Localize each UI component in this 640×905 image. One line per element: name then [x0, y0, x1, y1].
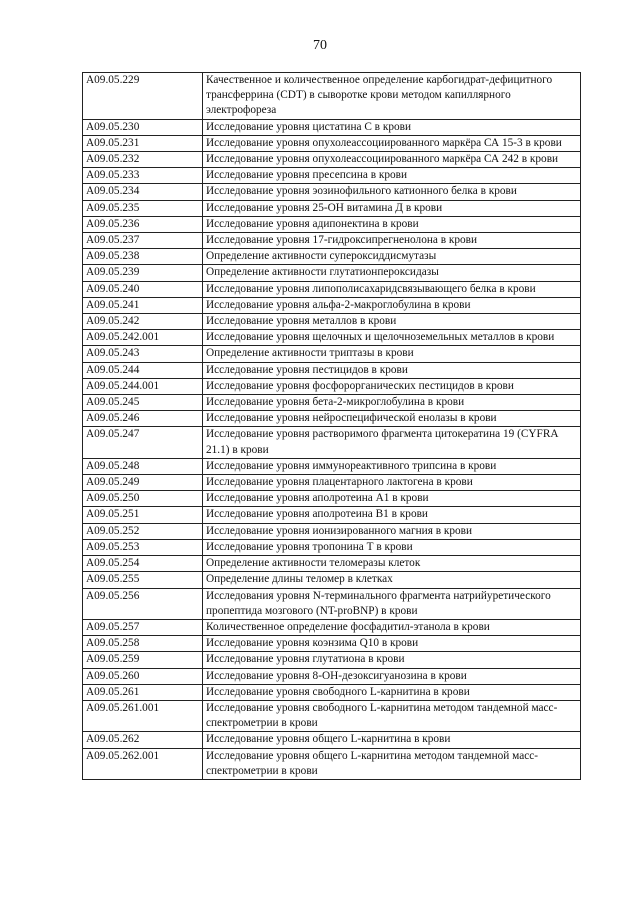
service-code-cell: A09.05.262 [83, 732, 203, 748]
service-code-cell: A09.05.260 [83, 668, 203, 684]
table-row [83, 458, 581, 474]
service-code-cell: A09.05.257 [83, 619, 203, 635]
service-name-cell: Исследование уровня пресепсина в крови [203, 168, 581, 184]
service-name-cell: Исследование уровня металлов в крови [203, 314, 581, 330]
table-row [83, 281, 581, 297]
table-row [83, 732, 581, 748]
table-row [83, 652, 581, 668]
table-row [83, 427, 581, 458]
services-table-body [83, 73, 581, 780]
table-row [83, 119, 581, 135]
service-code-cell: A09.05.247 [83, 427, 203, 458]
table-row [83, 684, 581, 700]
table-row [83, 588, 581, 619]
service-code-cell: A09.05.234 [83, 184, 203, 200]
service-code-cell: A09.05.238 [83, 249, 203, 265]
service-name-cell: Исследование уровня пестицидов в крови [203, 362, 581, 378]
service-name-cell: Исследование уровня свободного L-карнитина в крови [203, 684, 581, 700]
service-code-cell: A09.05.245 [83, 395, 203, 411]
service-name-cell: Исследование уровня фосфорорганических пестицидов в крови [203, 378, 581, 394]
table-row [83, 539, 581, 555]
service-name-cell: Исследование уровня глутатиона в крови [203, 652, 581, 668]
service-name-cell: Исследование уровня альфа-2-макроглобулина в крови [203, 297, 581, 313]
page-number: 70 [313, 38, 327, 53]
service-name-cell: Исследование уровня 8-ОН-дезоксигуанозина в крови [203, 668, 581, 684]
table-row [83, 362, 581, 378]
service-name-cell: Определение активности теломеразы клеток [203, 556, 581, 572]
table-row [83, 216, 581, 232]
service-code-cell: A09.05.259 [83, 652, 203, 668]
service-code-cell: A09.05.261 [83, 684, 203, 700]
service-name-cell: Исследование уровня общего L-карнитина в крови [203, 732, 581, 748]
service-code-cell: A09.05.252 [83, 523, 203, 539]
service-name-cell: Исследование уровня ионизированного магния в крови [203, 523, 581, 539]
service-name-cell: Исследование уровня щелочных и щелочноземельных металлов в крови [203, 330, 581, 346]
service-code-cell: A09.05.249 [83, 475, 203, 491]
service-code-cell: A09.05.244.001 [83, 378, 203, 394]
service-name-cell: Исследование уровня коэнзима Q10 в крови [203, 636, 581, 652]
service-code-cell: A09.05.244 [83, 362, 203, 378]
service-code-cell: A09.05.242 [83, 314, 203, 330]
service-code-cell: A09.05.239 [83, 265, 203, 281]
table-row [83, 395, 581, 411]
service-code-cell: A09.05.231 [83, 135, 203, 151]
service-name-cell: Исследование уровня опухолеассоциированного маркёра СА 15-3 в крови [203, 135, 581, 151]
service-code-cell: A09.05.261.001 [83, 700, 203, 731]
service-name-cell: Исследование уровня 25-ОН витамина Д в крови [203, 200, 581, 216]
service-name-cell: Исследование уровня опухолеассоциированного маркёра СА 242 в крови [203, 152, 581, 168]
service-name-cell: Исследование уровня липополисахаридсвязывающего белка в крови [203, 281, 581, 297]
service-code-cell: A09.05.251 [83, 507, 203, 523]
table-row [83, 668, 581, 684]
service-code-cell: A09.05.236 [83, 216, 203, 232]
service-name-cell: Исследование уровня иммунореактивного трипсина в крови [203, 458, 581, 474]
table-row [83, 748, 581, 779]
table-row [83, 507, 581, 523]
service-code-cell: A09.05.237 [83, 233, 203, 249]
services-table [82, 72, 581, 780]
service-name-cell: Исследование уровня общего L-карнитина методом тандемной масс-спектрометрии в крови [203, 748, 581, 779]
service-code-cell: A09.05.254 [83, 556, 203, 572]
service-code-cell: A09.05.262.001 [83, 748, 203, 779]
service-code-cell: A09.05.243 [83, 346, 203, 362]
service-name-cell: Исследование уровня адипонектина в крови [203, 216, 581, 232]
service-code-cell: A09.05.255 [83, 572, 203, 588]
service-code-cell: A09.05.253 [83, 539, 203, 555]
table-row [83, 523, 581, 539]
table-row [83, 330, 581, 346]
table-row [83, 619, 581, 635]
table-row [83, 556, 581, 572]
service-code-cell: A09.05.241 [83, 297, 203, 313]
service-name-cell: Определение активности триптазы в крови [203, 346, 581, 362]
service-name-cell: Исследования уровня N-терминального фрагмента натрийуретического пропептида мозгового (NT-proBNP) в крови [203, 588, 581, 619]
table-row [83, 168, 581, 184]
service-code-cell: A09.05.230 [83, 119, 203, 135]
service-name-cell: Исследование уровня аполротеина А1 в крови [203, 491, 581, 507]
service-code-cell: A09.05.240 [83, 281, 203, 297]
table-row [83, 475, 581, 491]
table-row [83, 491, 581, 507]
service-code-cell: A09.05.235 [83, 200, 203, 216]
table-row [83, 314, 581, 330]
table-row [83, 200, 581, 216]
table-row [83, 184, 581, 200]
service-name-cell: Исследование уровня аполротеина В1 в крови [203, 507, 581, 523]
service-code-cell: A09.05.256 [83, 588, 203, 619]
service-name-cell: Исследование уровня эозинофильного катионного белка в крови [203, 184, 581, 200]
table-row [83, 73, 581, 120]
service-name-cell: Качественное и количественное определение карбогидрат-дефицитного трансферрина (CDT) в сыворотке крови методом капиллярного электрофореза [203, 73, 581, 120]
service-name-cell: Количественное определение фосфадитил-этанола в крови [203, 619, 581, 635]
service-name-cell: Определение активности супероксиддисмутазы [203, 249, 581, 265]
service-name-cell: Исследование уровня нейроспецифической енолазы в крови [203, 411, 581, 427]
service-code-cell: A09.05.248 [83, 458, 203, 474]
service-name-cell: Исследование уровня растворимого фрагмента цитокератина 19 (CYFRA 21.1) в крови [203, 427, 581, 458]
table-row [83, 700, 581, 731]
table-row [83, 572, 581, 588]
service-name-cell: Исследование уровня свободного L-карнитина методом тандемной масс-спектрометрии в крови [203, 700, 581, 731]
service-name-cell: Исследование уровня тропонина Т в крови [203, 539, 581, 555]
table-row [83, 411, 581, 427]
table-row [83, 135, 581, 151]
service-code-cell: A09.05.233 [83, 168, 203, 184]
table-row [83, 265, 581, 281]
service-code-cell: A09.05.229 [83, 73, 203, 120]
table-row [83, 636, 581, 652]
table-row [83, 346, 581, 362]
table-row [83, 378, 581, 394]
service-name-cell: Исследование уровня цистатина С в крови [203, 119, 581, 135]
table-row [83, 152, 581, 168]
service-code-cell: A09.05.250 [83, 491, 203, 507]
table-row [83, 297, 581, 313]
table-row [83, 233, 581, 249]
service-name-cell: Исследование уровня 17-гидроксипрегненолона в крови [203, 233, 581, 249]
service-code-cell: A09.05.242.001 [83, 330, 203, 346]
service-name-cell: Определение длины теломер в клетках [203, 572, 581, 588]
service-name-cell: Исследование уровня бета-2-микроглобулина в крови [203, 395, 581, 411]
service-code-cell: A09.05.232 [83, 152, 203, 168]
table-row [83, 249, 581, 265]
service-code-cell: A09.05.246 [83, 411, 203, 427]
service-name-cell: Исследование уровня плацентарного лактогена в крови [203, 475, 581, 491]
service-code-cell: A09.05.258 [83, 636, 203, 652]
service-name-cell: Определение активности глутатионпероксидазы [203, 265, 581, 281]
